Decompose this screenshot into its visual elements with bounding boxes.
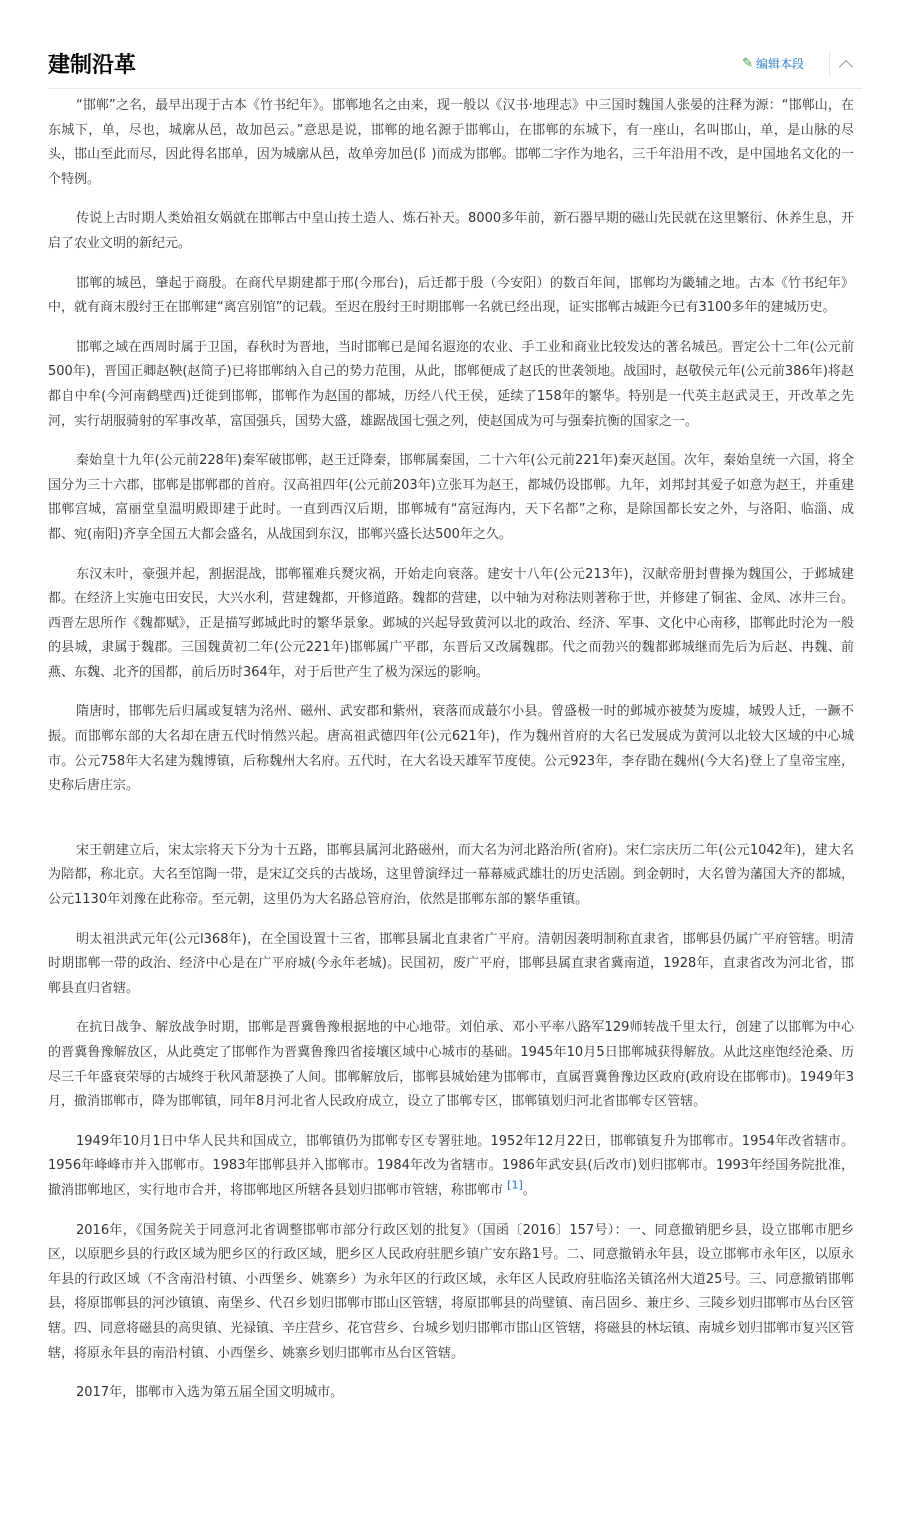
collapse-section-button[interactable]: [829, 50, 862, 78]
paragraph: 东汉末叶，豪强并起，割据混战，邯郸罹难兵燹灾祸，开始走向衰落。建安十八年(公元213年)，汉献帝册封曹操为魏国公，于邺城建都。在经济上实施屯田安民，大兴水利，营建魏都，开修道路。魏都的营建，以中轴为对称法则著称于世，并修建了铜雀、金凤、冰井三台。西晋左思所作《魏都赋》，正是描写邺城此时的繁华景象。邺城的兴起导致黄河以北的政治、经济、军事、文化中心南移，邯郸此时沦为一般的县城，隶属于魏郡。三国魏黄初二年(公元221年)邯郸属广平郡，东晋后又改属魏郡。代之而勃兴的魏都邺城继而先后为后赵、冉魏、前燕、东魏、北齐的国都，前后历时364年，对于后世产生了极为深远的影响。: [48, 566, 855, 680]
chevron-up-icon: [839, 59, 853, 73]
paragraph: 明太祖洪武元年(公元l368年)，在全国设置十三省，邯郸县属北直隶省广平府。清朝因袭明制称直隶省，邯郸县仍属广平府管辖。明清时期邯郸一带的政治、经济中心是在广平府城(今永年老城)。民国初，废广平府，邯郸县属直隶省冀南道，1928年，直隶省改为河北省，邯郸县直归省辖。: [48, 931, 854, 996]
section-header: [48, 44, 862, 89]
paragraph: 在抗日战争、解放战争时期，邯郸是晋冀鲁豫根据地的中心地带。刘伯承、邓小平率八路军129师转战千里太行，创建了以邯郸为中心的晋冀鲁豫解放区，从此奠定了邯郸作为晋冀鲁豫四省接壤区域中心城市的基础。1945年10月5日邯郸城获得解放。从此这座饱经沧桑、历尽三千年盛衰荣辱的古城终于秋风萧瑟换了人间。邯郸解放后，邯郸县城始建为邯郸市，直属晋冀鲁豫边区政府(政府设在邯郸市)。1949年3月，撤消邯郸市，降为邯郸镇，同年8月河北省人民政府成立，设立了邯郸专区，邯郸镇划归河北省邯郸专区管辖。: [48, 1020, 854, 1110]
paragraph-end: 。: [522, 1182, 536, 1198]
paragraph: 秦始皇十九年(公元前228年)秦军破邯郸，赵王迁降秦，邯郸属秦国，二十六年(公元前221年)秦灭赵国。次年，秦始皇统一六国，将全国分为三十六郡，邯郸是邯郸郡的首府。汉高祖四年(公元前203年)立张耳为赵王，都城仍设邯郸。九年，刘邦封其爱子如意为赵王，并重建邯郸宫城，富丽堂皇温明殿即建于此时。一直到西汉后期，邯郸城有“富冠海内，天下名都”之称，是除国都长安之外，与洛阳、临淄、成都、宛(南阳)齐享全国五大都会盛名，从战国到东汉，邯郸兴盛长达500年之久。: [48, 453, 854, 542]
reference-link[interactable]: [1]: [507, 1178, 523, 1192]
paragraph: 2016年，《国务院关于同意河北省调整邯郸市部分行政区划的批复》（国函〔2016〕157号）：一、同意撤销肥乡县，设立邯郸市肥乡区，以原肥乡县的行政区域为肥乡区的行政区域，肥乡区人民政府驻肥乡镇广安东路1号。二、同意撤销永年县，设立邯郸市永年区，以原永年县的行政区域（不含南沿村镇、小西堡乡、姚寨乡）为永年区的行政区域，永年区人民政府驻临洺关镇洺州大道25号。三、同意撤销邯郸县，将原邯郸县的河沙镇镇、南堡乡、代召乡划归邯郸市邯山区管辖，将原邯郸县的尚璧镇、南吕固乡、兼庄乡、三陵乡划归邯郸市丛台区管辖。四、同意将磁县的高臾镇、光禄镇、辛庄营乡、花官营乡、台城乡划归邯郸市邯山区管辖，将磁县的林坛镇、南城乡划归邯郸市复兴区管辖，将原永年县的南沿村镇、小西堡乡、姚寨乡划归邯郸市丛台区管辖。: [48, 1222, 855, 1361]
section-content: [48, 94, 854, 1421]
paragraph: 邯郸的城邑，肇起于商殷。在商代早期建都于邢(今邢台)，后迁都于殷（今安阳）的数百年间，邯郸均为畿辅之地。古本《竹书纪年》中，就有商末殷纣王在邯郸建“离宫别馆”的记载。至迟在殷纣王时期邯郸一名就已经出现，证实邯郸古城距今已有3100多年的建城历史。: [48, 275, 854, 316]
paragraph: 邯郸之域在西周时属于卫国，春秋时为晋地，当时邯郸已是闻名遐迩的农业、手工业和商业比较发达的著名城邑。晋定公十二年(公元前500年)，晋国正卿赵鞅(赵简子)已将邯郸纳入自己的势力范围，从此，邯郸便成了赵氏的世袭领地。战国时，赵敬侯元年(公元前386年)将赵都自中牟(今河南鹤壁西)迁徙到邯郸，邯郸作为赵国的都城，历经八代王侯，延续了158年的繁华。特别是一代英主赵武灵王，开改革之先河，实行胡服骑射的军事改革，富国强兵，国势大盛，雄踞战国七强之列，使赵国成为可与强秦抗衡的国家之一。: [48, 339, 854, 429]
paragraph: 传说上古时期人类始祖女娲就在邯郸古中皇山抟土造人、炼石补天。8000多年前，新石器早期的磁山先民就在这里繁衍、休养生息，开启了农业文明的新纪元。: [48, 211, 854, 251]
paragraph-with-reference: [48, 1130, 854, 1204]
paragraph: 宋王朝建立后，宋太宗将天下分为十五路，邯郸县属河北路磁州，而大名为河北路治所(省府)。宋仁宗庆历二年(公元1042年)，建大名为陪都，称北京。大名至馆陶一带，是宋辽交兵的古战场，这里曾演绎过一幕幕威武雄壮的历史活剧。到金朝时，大名曾为藩国大齐的都城，公元1130年刘豫在此称帝。至元朝，这里仍为大名路总管府治，依然是邯郸东部的繁华重镇。: [48, 842, 855, 908]
paragraph: 隋唐时，邯郸先后归属或复辖为洺州、磁州、武安郡和紫州，衰落而成蕞尔小县。曾盛极一时的邺城亦被焚为废墟，城毁人迁，一蹶不振。而邯郸东部的大名却在唐五代时悄然兴起。唐高祖武德四年(公元621年)，作为魏州首府的大名已发展成为黄河以北较大区域的中心城市。公元758年大名建为魏博镇，后称魏州大名府。五代时，在大名设天雄军节度使。公元923年，李存勖在魏州(今大名)登上了皇帝宝座，史称后唐庄宗。: [48, 704, 854, 794]
paragraph-text: 1949年10月1日中华人民共和国成立，邯郸镇仍为邯郸专区专署驻地。1952年12月22日，邯郸镇复升为邯郸市。1954年改省辖市。1956年峰峰市并入邯郸市。1983年邯郸县并入邯郸市。1984年改为省辖市。1986年武安县(后改市)划归邯郸市。1993年经国务院批准，撤消邯郸地区，实行地市合并，将邯郸地区所辖各县划归邯郸市管辖，称邯郸市: [48, 1133, 854, 1198]
pencil-icon: ✎: [742, 56, 753, 71]
edit-section-label: 编辑本段: [755, 57, 804, 71]
paragraph: “邯郸”之名，最早出现于古本《竹书纪年》。邯郸地名之由来，现一般以《汉书·地理志》中三国时魏国人张晏的注释为源：“邯郸山，在东城下，单，尽也，城廓从邑，故加邑云。”意思是说，邯郸的地名源于邯郸山，在邯郸的东城下，有一座山，名叫邯山，单，是山脉的尽头，邯山至此而尽，因此得名邯单，因为城廓从邑，故单旁加邑(阝)而成为邯郸。邯郸二字作为地名，三千年沿用不改，是中国地名文化的一个特例。: [48, 98, 854, 187]
paragraph: 2017年，邯郸市入选为第五届全国文明城市。: [76, 1385, 344, 1401]
edit-section-button[interactable]: [742, 55, 804, 72]
section-title: 建制沿革: [48, 53, 137, 78]
